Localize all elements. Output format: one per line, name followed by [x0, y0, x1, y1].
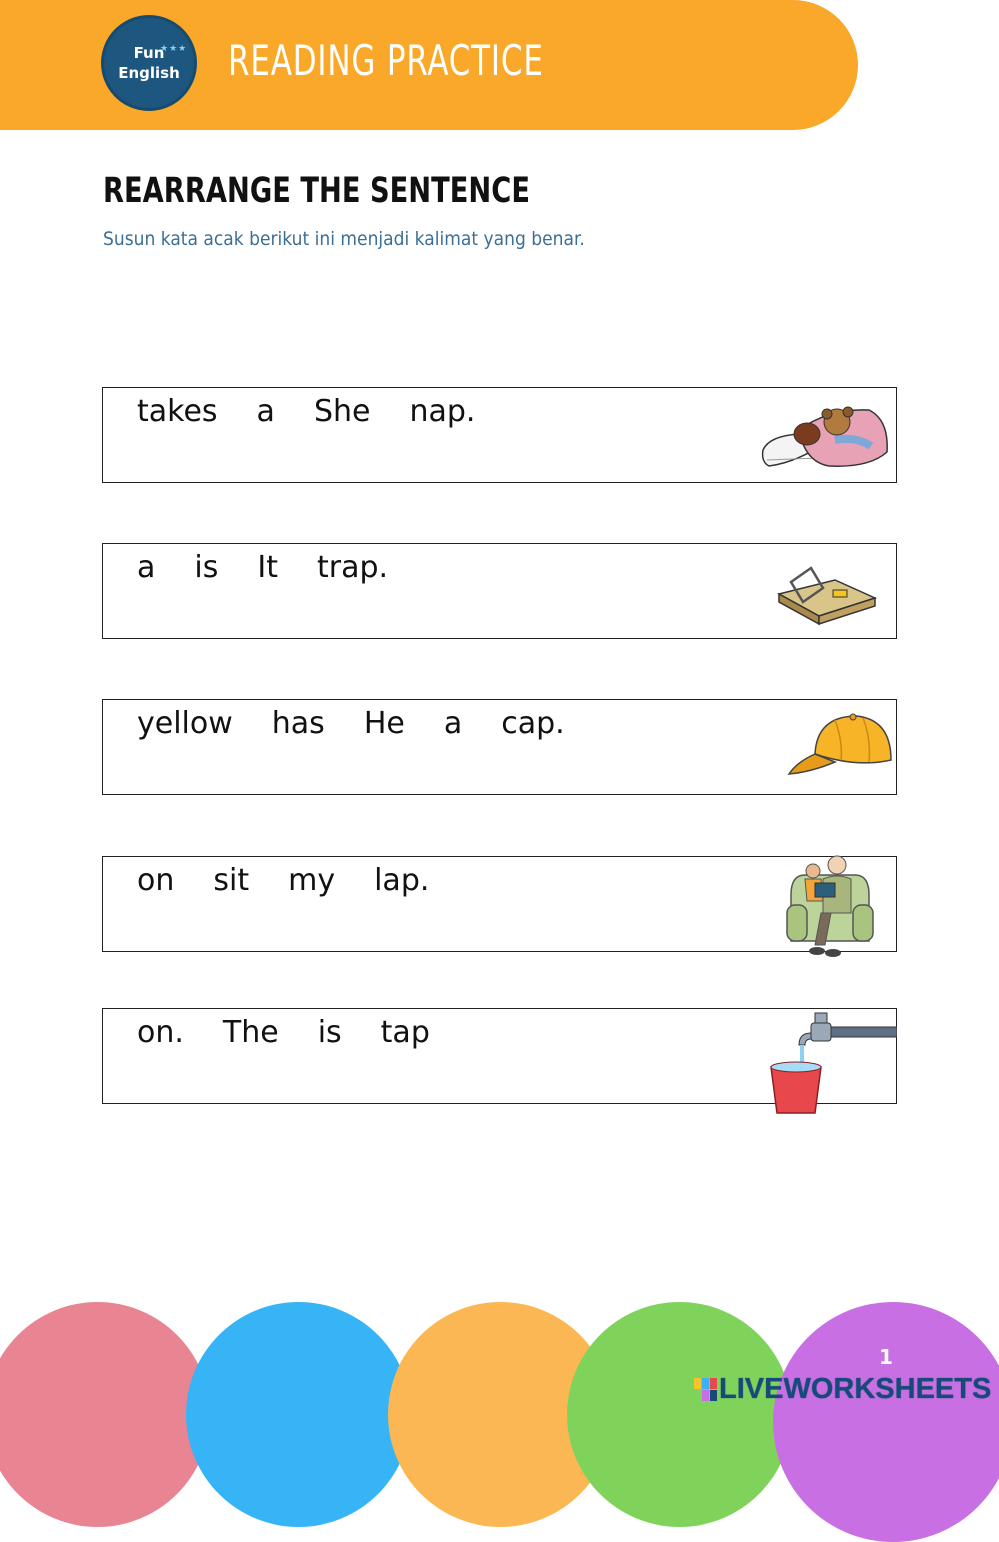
sleeping-girl-icon	[759, 400, 894, 472]
question-box-1[interactable]	[102, 387, 897, 483]
word-list	[137, 1015, 430, 1050]
water-tap-icon	[767, 1011, 897, 1115]
word[interactable]: lap.	[374, 863, 430, 898]
word[interactable]: a	[256, 394, 275, 429]
word-list	[137, 706, 565, 741]
word[interactable]: yellow	[137, 706, 233, 741]
word[interactable]: is	[317, 1015, 342, 1050]
word-list	[137, 394, 475, 429]
yellow-cap-icon	[787, 712, 895, 780]
mouse-trap-icon	[777, 558, 877, 628]
word[interactable]: cap.	[501, 706, 565, 741]
word[interactable]: She	[313, 394, 371, 429]
question-box-4[interactable]	[102, 856, 897, 952]
liveworksheets-icon	[693, 1377, 719, 1403]
word[interactable]: trap.	[316, 550, 389, 585]
instruction-text: Susun kata acak berikut ini menjadi kalimat yang benar.	[103, 228, 585, 250]
section-title: REARRANGE THE SENTENCE	[103, 171, 530, 211]
word[interactable]: nap.	[409, 394, 476, 429]
brand-prefix: LIVE	[719, 1373, 784, 1405]
question-box-3[interactable]	[102, 699, 897, 795]
header-banner	[0, 0, 858, 130]
word[interactable]: He	[363, 706, 405, 741]
word-list	[137, 863, 429, 898]
liveworksheets-wordmark	[719, 1373, 991, 1406]
word[interactable]: It	[257, 550, 278, 585]
grandpa-lap-icon	[785, 849, 875, 961]
word[interactable]: my	[288, 863, 336, 898]
word[interactable]: is	[194, 550, 219, 585]
word-list	[137, 550, 388, 585]
logo-text-fun: Fun	[133, 44, 165, 62]
page-number: 1	[879, 1345, 893, 1369]
fun-english-logo	[101, 15, 197, 111]
word[interactable]: a	[137, 550, 156, 585]
word[interactable]: a	[443, 706, 463, 741]
word[interactable]: on.	[137, 1015, 184, 1050]
liveworksheets-logo[interactable]	[693, 1373, 991, 1406]
word[interactable]: sit	[213, 863, 250, 898]
logo-text-english: English	[118, 64, 180, 82]
word[interactable]: takes	[137, 394, 218, 429]
question-box-5[interactable]	[102, 1008, 897, 1104]
word[interactable]: on	[137, 863, 175, 898]
page-title: READING PRACTICE	[228, 36, 544, 85]
brand-suffix: WORKSHEETS	[783, 1373, 992, 1405]
decor-circle-purple	[773, 1302, 999, 1542]
logo-stars: ★★★	[160, 44, 188, 54]
word[interactable]: tap	[380, 1015, 430, 1050]
word[interactable]: The	[222, 1015, 279, 1050]
word[interactable]: has	[271, 706, 325, 741]
question-box-2[interactable]	[102, 543, 897, 639]
